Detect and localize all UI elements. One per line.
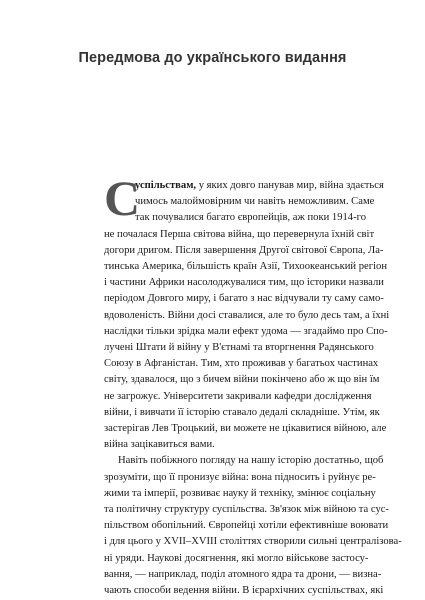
text-line: періодом Довгого миру, і багато з нас відчували ту саму само- — [104, 293, 384, 305]
text-line: війна зацікавиться вами. — [104, 439, 215, 451]
text-line: тинська Америка, більшість країн Азії, Тихоокеанський регіон — [104, 261, 388, 273]
chapter-title: Передмова до українського видання — [78, 50, 347, 66]
paragraph-1 — [104, 170, 390, 453]
text-line: лучені Штати й війну у В'єтнамі та вторгнення Радянського — [104, 342, 374, 354]
text-line: так почувалися багато європейців, аж поки 1914-го — [135, 212, 366, 224]
text-line: і частини Африки насолоджувалися тим, що історики назвали — [104, 277, 384, 289]
text-line: не загрожує. Університети закривали кафедри дослідження — [104, 390, 372, 402]
text-line: ні уряди. Наукові досягнення, які могло військове застосу- — [104, 552, 369, 564]
text-line: чають способи ведення війни. В ієрархічних суспільствах, які — [104, 585, 384, 597]
text-line: чимось малоймовірним чи навіть неможливим. Саме — [135, 196, 375, 208]
text-line: успільствам, у яких довго панував мир, війна здається — [135, 180, 384, 191]
text-line: догори дригом. Після завершення Другої світової Європа, Ла- — [104, 244, 384, 256]
text-line: зрозуміти, що її пронизує війна: вона підносить і руйнує ре- — [104, 471, 376, 483]
text-line: пільством обопільний. Європейці хотіли ефективніше воювати — [104, 520, 389, 532]
text-line: вання, — наприклад, поділ атомного ядра та дрони, — визна- — [104, 568, 382, 580]
text-line: Навіть побіжного погляду на нашу історію достатньо, щоб — [118, 455, 384, 467]
text-line: війни, і вивчати її історію ставало дедалі складніше. Утім, як — [104, 406, 380, 418]
text-line: і для цього у XVII–XVIII століттях створили сильні централізова- — [104, 536, 402, 548]
text-line: вдоволеність. Війни досі ставалися, але то було десь там, а їхні — [104, 309, 390, 321]
text-line: Союзу в Афганістан. Тим, хто проживав у багатьох частинах — [104, 358, 379, 370]
text-line: та політичну структуру суспільства. Зв'язок між війною та сус- — [104, 504, 389, 516]
lead-word: успільствам, — [135, 180, 197, 191]
paragraph-2 — [104, 453, 402, 599]
drop-cap: С — [104, 170, 141, 226]
body-text — [104, 170, 402, 599]
text-line: застерігав Лев Троцький, ви можете не цікавитися війною, але — [104, 423, 387, 435]
text-line: наслідки тільки зрідка мали ефект удома — згадаймо про Спо- — [104, 325, 388, 337]
text-line: жими та імперії, розвиває науку й техніку, змінює соціальну — [104, 487, 376, 499]
text-line: не почалася Перша світова війна, що перевернула їхній світ — [104, 228, 375, 240]
text-line: світу, здавалося, що з бичем війни покінчено або ж що він їм — [104, 374, 380, 386]
